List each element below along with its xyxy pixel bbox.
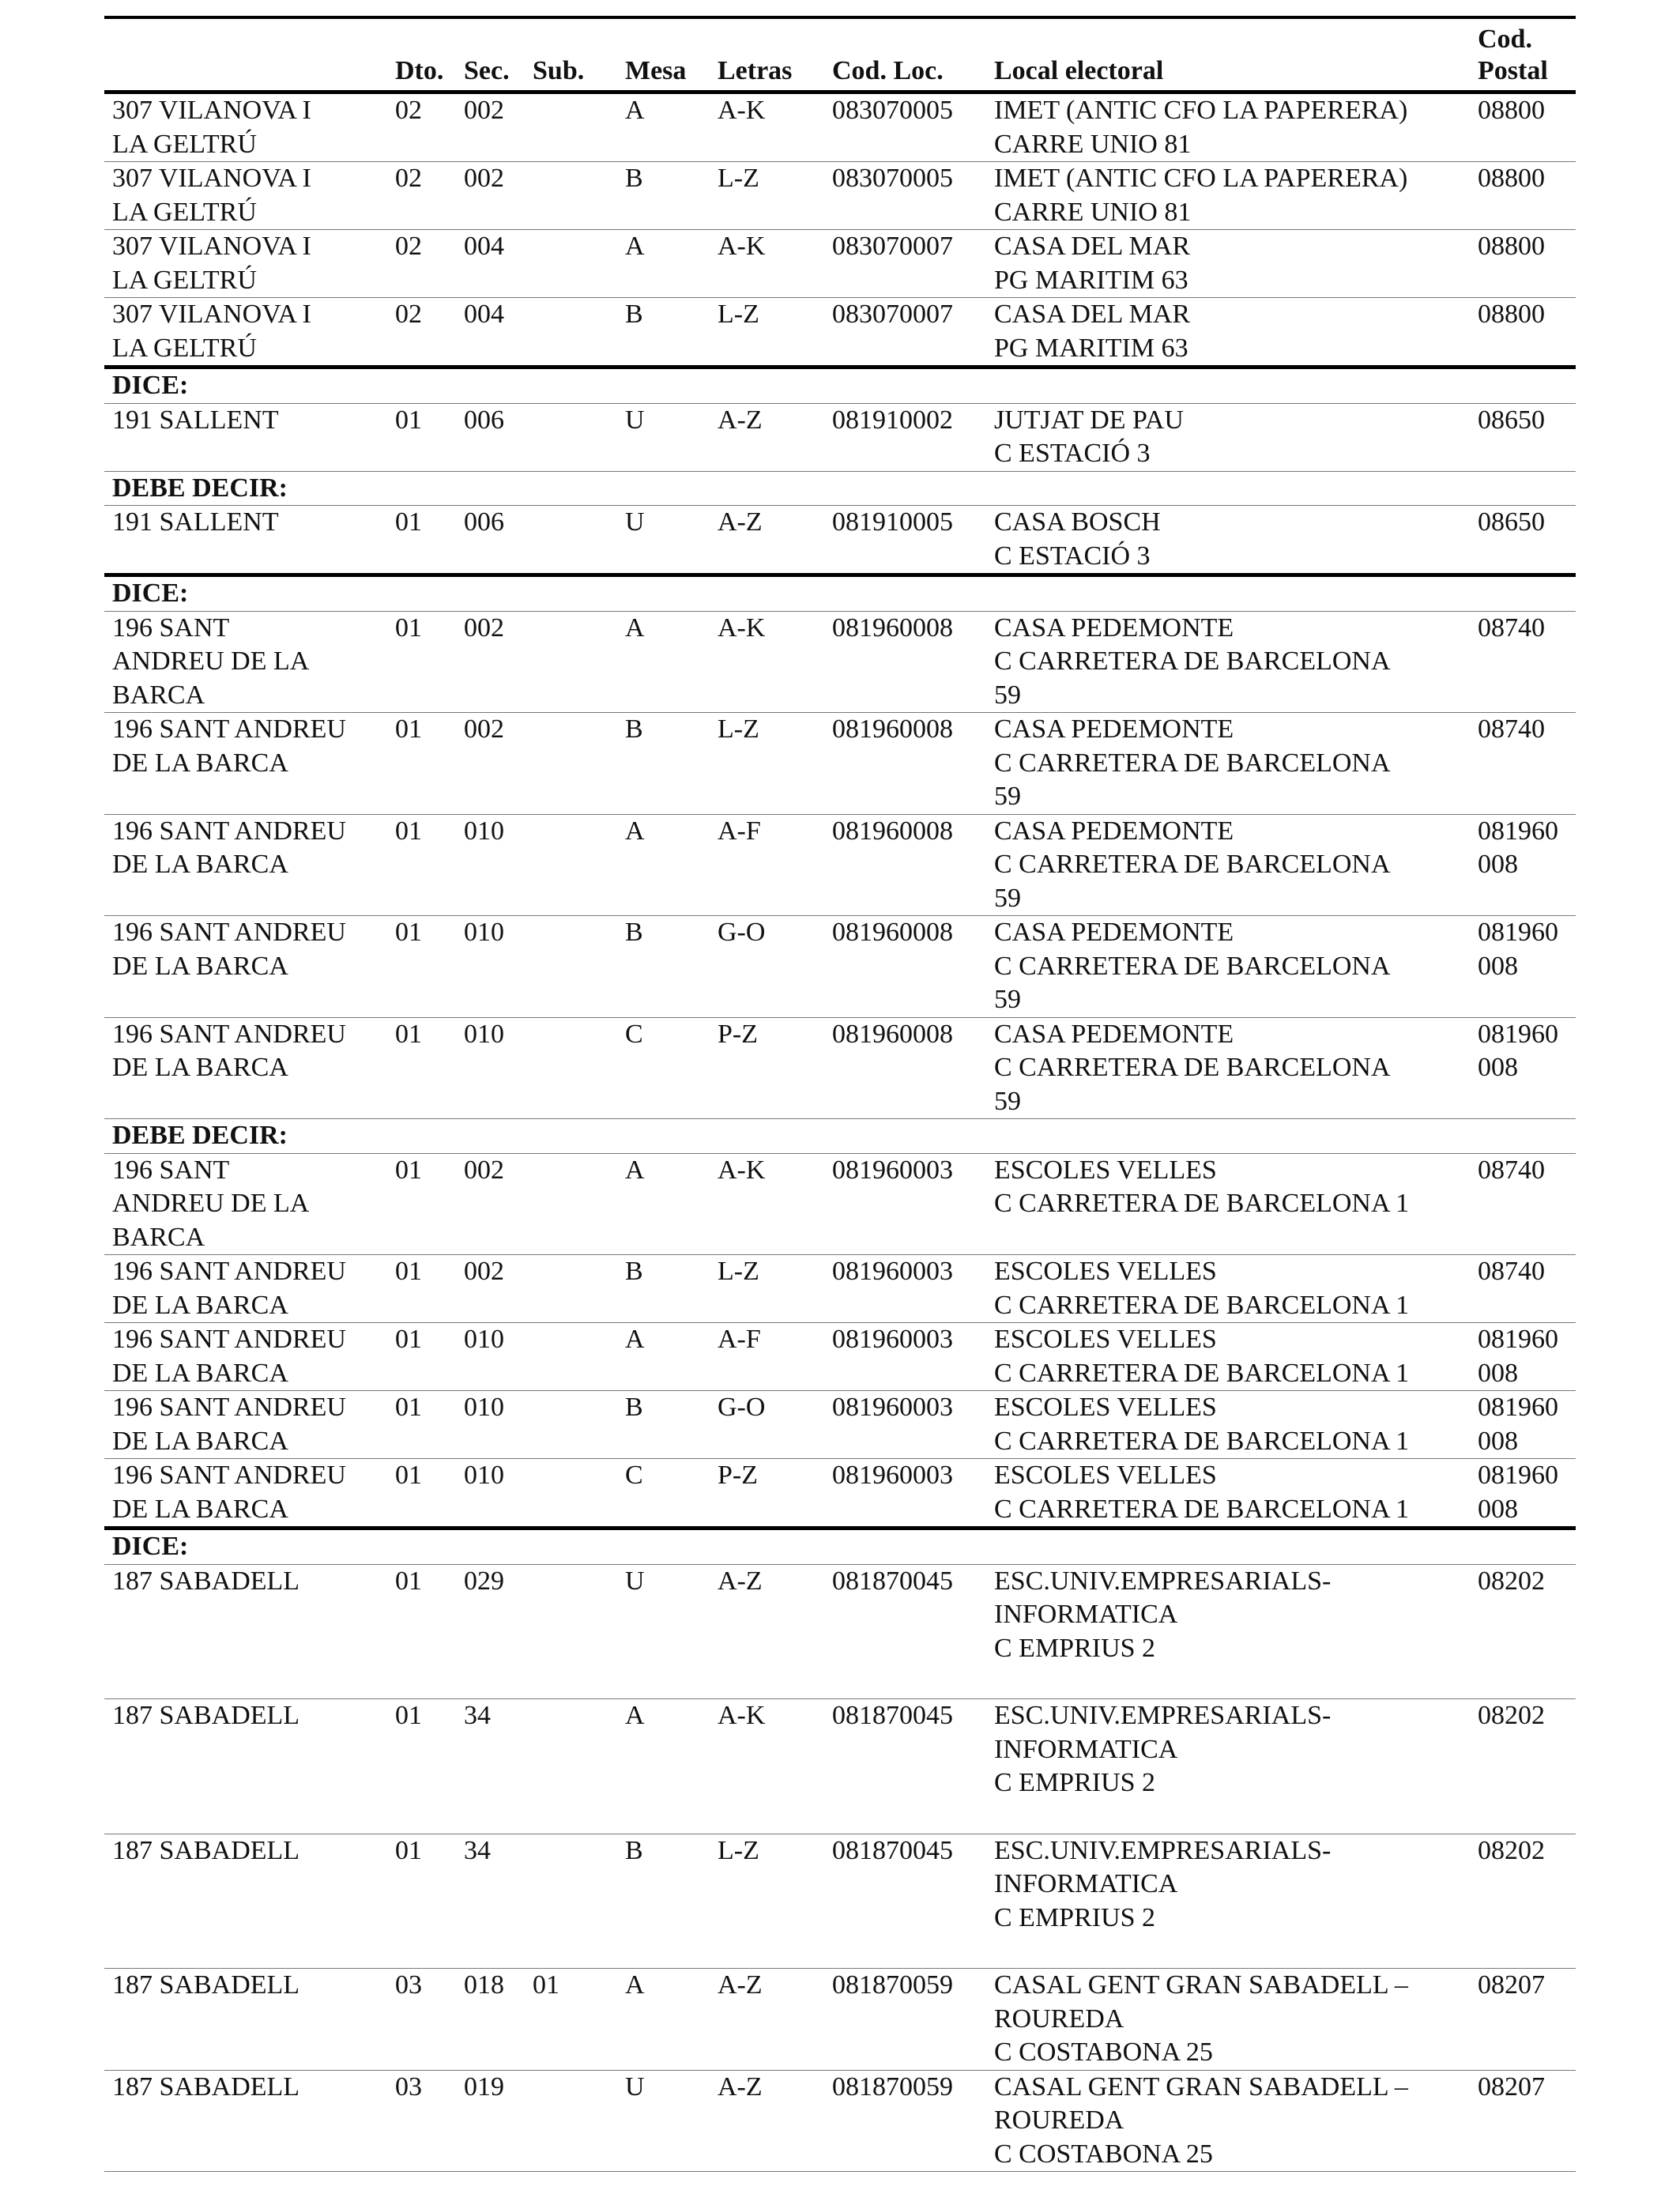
cell-sub: [525, 230, 617, 298]
cell-municipio: 196 SANT ANDREU DE LA BARCA: [112, 918, 346, 981]
cell-cod-postal: 08740: [1478, 714, 1545, 744]
cell-sub: [525, 92, 617, 162]
cell-cod-postal: 081960 008: [1478, 1461, 1558, 1524]
header-municipio: [104, 17, 387, 92]
cell-cod-postal: 08800: [1478, 96, 1545, 125]
cell-mesa: B: [625, 1393, 643, 1422]
cell-sub: [525, 1459, 617, 1529]
document-page: [104, 16, 1576, 2172]
table-row: [104, 1834, 1576, 1969]
section-label-row: [104, 368, 1576, 404]
table-row: [104, 1391, 1576, 1459]
section-label: DICE:: [112, 371, 189, 400]
cell-mesa: B: [625, 714, 643, 744]
cell-dto: 01: [395, 714, 422, 744]
cell-cod-postal: 08800: [1478, 300, 1545, 329]
table-row: [104, 1459, 1576, 1529]
cell-local-electoral: CASA PEDEMONTE C CARRETERA DE BARCELONA 59: [994, 918, 1391, 1014]
cell-cod-loc: 081870059: [832, 1970, 953, 2000]
cell-cod-loc: 081960003: [832, 1325, 953, 1354]
cell-sec: 002: [464, 714, 504, 744]
cell-cod-postal: 08207: [1478, 1970, 1545, 2000]
table-body: [104, 92, 1576, 2172]
table-row: [104, 506, 1576, 575]
cell-cod-loc: 083070005: [832, 96, 953, 125]
cell-letras: A-Z: [718, 1970, 763, 2000]
cell-cod-loc: 081870059: [832, 2071, 953, 2102]
table-row: [104, 1017, 1576, 1119]
cell-cod-loc: 081910002: [832, 405, 953, 435]
cell-sub: [525, 1834, 617, 1969]
cell-dto: 02: [395, 232, 422, 261]
table-row: [104, 1323, 1576, 1391]
cell-sub: [525, 713, 617, 815]
cell-cod-loc: 081960003: [832, 1461, 953, 1490]
header-sub: Sub.: [533, 56, 585, 85]
header-dto: Dto.: [395, 56, 444, 85]
cell-sec: 010: [464, 918, 504, 947]
cell-sub: [525, 403, 617, 471]
header-row: [104, 17, 1576, 92]
cell-cod-postal: 08800: [1478, 164, 1545, 193]
cell-sec: 002: [464, 613, 504, 643]
cell-mesa: U: [625, 1566, 645, 1596]
cell-municipio: 307 VILANOVA I LA GELTRÚ: [112, 232, 311, 295]
cell-mesa: B: [625, 1835, 643, 1865]
cell-letras: A-Z: [718, 1566, 763, 1596]
cell-local-electoral: CASA PEDEMONTE C CARRETERA DE BARCELONA 59: [994, 613, 1391, 710]
cell-sec: 34: [464, 1701, 491, 1730]
table-header: [104, 17, 1576, 92]
cell-mesa: B: [625, 164, 643, 193]
cell-sub: [525, 1699, 617, 1834]
cell-letras: L-Z: [718, 1835, 759, 1865]
section-label: DICE:: [112, 1532, 189, 1561]
cell-cod-postal: 08207: [1478, 2071, 1545, 2102]
cell-local-electoral: ESC.UNIV.EMPRESARIALS- INFORMATICA C EMPRIUS 2: [994, 1701, 1332, 1797]
table-row: [104, 92, 1576, 162]
cell-municipio: 191 SALLENT: [112, 405, 279, 435]
cell-sub: [525, 1017, 617, 1119]
cell-local-electoral: CASA PEDEMONTE C CARRETERA DE BARCELONA 59: [994, 816, 1391, 913]
table-row: [104, 1153, 1576, 1255]
cell-dto: 02: [395, 300, 422, 329]
cell-dto: 03: [395, 1970, 422, 2000]
section-label: DEBE DECIR:: [112, 473, 288, 503]
cell-sec: 006: [464, 405, 504, 435]
cell-mesa: A: [625, 232, 645, 261]
cell-local-electoral: CASAL GENT GRAN SABADELL – ROUREDA C COSTABONA 25: [994, 1970, 1408, 2067]
cell-mesa: A: [625, 1701, 645, 1730]
cell-municipio: 187 SABADELL: [112, 2071, 300, 2102]
cell-mesa: U: [625, 405, 645, 435]
cell-sec: 010: [464, 1393, 504, 1422]
cell-dto: 01: [395, 1325, 422, 1354]
cell-cod-loc: 083070007: [832, 300, 953, 329]
cell-municipio: 196 SANT ANDREU DE LA BARCA: [112, 1257, 346, 1320]
header-cod-postal: Cod. Postal: [1478, 25, 1548, 85]
table-row: [104, 162, 1576, 230]
cell-sec: 010: [464, 1325, 504, 1354]
cell-mesa: B: [625, 1257, 643, 1286]
cell-municipio: 196 SANT ANDREU DE LA BARCA: [112, 1325, 346, 1388]
table-row: [104, 814, 1576, 916]
cell-municipio: 187 SABADELL: [112, 1701, 300, 1730]
cell-sec: 010: [464, 1461, 504, 1490]
table-row: [104, 298, 1576, 368]
cell-cod-postal: 081960 008: [1478, 1019, 1558, 1082]
cell-municipio: 187 SABADELL: [112, 1970, 300, 2000]
cell-municipio: 196 SANT ANDREU DE LA BARCA: [112, 816, 346, 879]
section-label-row: [104, 1529, 1576, 1565]
cell-sub: [525, 1391, 617, 1459]
cell-letras: A-Z: [718, 405, 763, 435]
cell-local-electoral: CASA DEL MAR PG MARITIM 63: [994, 300, 1191, 363]
cell-sub: [525, 611, 617, 713]
cell-local-electoral: ESC.UNIV.EMPRESARIALS- INFORMATICA C EMPRIUS 2: [994, 1835, 1332, 1932]
cell-letras: A-Z: [718, 507, 763, 537]
cell-cod-loc: 081960008: [832, 714, 953, 744]
cell-municipio: 196 SANT ANDREU DE LA BARCA: [112, 1393, 346, 1456]
table-row: [104, 713, 1576, 815]
cell-sub: [525, 916, 617, 1018]
section-label: DICE:: [112, 579, 189, 608]
cell-municipio: 196 SANT ANDREU DE LA BARCA: [112, 1155, 310, 1252]
cell-local-electoral: CASA PEDEMONTE C CARRETERA DE BARCELONA 59: [994, 714, 1391, 811]
section-label-row: [104, 1119, 1576, 1154]
cell-dto: 01: [395, 1155, 422, 1185]
cell-dto: 01: [395, 1393, 422, 1422]
cell-mesa: B: [625, 300, 643, 329]
cell-sec: 004: [464, 232, 504, 261]
cell-mesa: C: [625, 1019, 643, 1049]
section-label-row: [104, 471, 1576, 506]
cell-mesa: U: [625, 507, 645, 537]
electoral-table: [104, 16, 1576, 2172]
cell-letras: L-Z: [718, 164, 759, 193]
table-row: [104, 1255, 1576, 1323]
cell-sec: 019: [464, 2071, 504, 2102]
cell-sub: [525, 298, 617, 368]
cell-sub: [525, 1255, 617, 1323]
cell-dto: 01: [395, 1257, 422, 1286]
cell-municipio: 307 VILANOVA I LA GELTRÚ: [112, 300, 311, 363]
header-letras: Letras: [718, 56, 793, 85]
cell-municipio: 191 SALLENT: [112, 507, 279, 537]
cell-letras: A-F: [718, 816, 761, 846]
cell-sec: 34: [464, 1835, 491, 1865]
cell-cod-postal: 081960 008: [1478, 816, 1558, 879]
table-row: [104, 1969, 1576, 2071]
cell-local-electoral: ESCOLES VELLES C CARRETERA DE BARCELONA 1: [994, 1325, 1410, 1388]
cell-sec: 002: [464, 96, 504, 125]
cell-mesa: C: [625, 1461, 643, 1490]
cell-cod-loc: 081960008: [832, 613, 953, 643]
cell-municipio: 307 VILANOVA I LA GELTRÚ: [112, 164, 311, 227]
cell-dto: 01: [395, 816, 422, 846]
table-row: [104, 916, 1576, 1018]
cell-letras: P-Z: [718, 1019, 758, 1049]
cell-mesa: A: [625, 1325, 645, 1354]
cell-letras: A-K: [718, 1155, 766, 1185]
cell-letras: A-K: [718, 96, 766, 125]
header-sec: Sec.: [464, 56, 510, 85]
cell-letras: A-K: [718, 232, 766, 261]
cell-dto: 01: [395, 613, 422, 643]
header-mesa: Mesa: [625, 56, 687, 85]
cell-dto: 01: [395, 918, 422, 947]
table-row: [104, 403, 1576, 471]
cell-letras: A-Z: [718, 2071, 763, 2102]
cell-municipio: 196 SANT ANDREU DE LA BARCA: [112, 1461, 346, 1524]
cell-letras: L-Z: [718, 300, 759, 329]
cell-cod-postal: 08202: [1478, 1701, 1545, 1730]
table-row: [104, 611, 1576, 713]
cell-sec: 010: [464, 816, 504, 846]
table-row: [104, 2070, 1576, 2172]
cell-sec: 006: [464, 507, 504, 537]
cell-mesa: A: [625, 1155, 645, 1185]
cell-local-electoral: ESCOLES VELLES C CARRETERA DE BARCELONA 1: [994, 1155, 1410, 1218]
cell-sec: 002: [464, 164, 504, 193]
cell-sub: [525, 1564, 617, 1699]
cell-sub: 01: [533, 1970, 559, 2000]
cell-sub: [525, 506, 617, 575]
header-cod-loc: Cod. Loc.: [832, 56, 944, 85]
section-label: DEBE DECIR:: [112, 1121, 288, 1150]
cell-sub: [525, 1153, 617, 1255]
cell-local-electoral: IMET (ANTIC CFO LA PAPERERA) CARRE UNIO 81: [994, 96, 1408, 159]
cell-municipio: 196 SANT ANDREU DE LA BARCA: [112, 613, 310, 710]
cell-local-electoral: CASA BOSCH C ESTACIÓ 3: [994, 507, 1161, 571]
cell-local-electoral: JUTJAT DE PAU C ESTACIÓ 3: [994, 405, 1184, 468]
cell-municipio: 187 SABADELL: [112, 1566, 300, 1596]
cell-municipio: 187 SABADELL: [112, 1835, 300, 1865]
cell-cod-loc: 081910005: [832, 507, 953, 537]
cell-cod-loc: 081870045: [832, 1835, 953, 1865]
cell-cod-postal: 08740: [1478, 1155, 1545, 1185]
cell-dto: 01: [395, 405, 422, 435]
cell-sec: 018: [464, 1970, 504, 2000]
cell-local-electoral: CASA PEDEMONTE C CARRETERA DE BARCELONA 59: [994, 1019, 1391, 1116]
cell-cod-postal: 08202: [1478, 1835, 1545, 1865]
table-row: [104, 1564, 1576, 1699]
cell-mesa: B: [625, 918, 643, 947]
cell-dto: 01: [395, 1019, 422, 1049]
cell-cod-loc: 081960003: [832, 1155, 953, 1185]
cell-cod-loc: 081870045: [832, 1566, 953, 1596]
cell-letras: L-Z: [718, 714, 759, 744]
cell-letras: G-O: [718, 1393, 766, 1422]
cell-cod-postal: 08650: [1478, 507, 1545, 537]
cell-sub: [525, 2070, 617, 2172]
cell-dto: 01: [395, 1461, 422, 1490]
cell-sec: 002: [464, 1257, 504, 1286]
cell-cod-postal: 081960 008: [1478, 1393, 1558, 1456]
cell-sec: 010: [464, 1019, 504, 1049]
cell-municipio: 196 SANT ANDREU DE LA BARCA: [112, 1019, 346, 1082]
cell-local-electoral: ESCOLES VELLES C CARRETERA DE BARCELONA 1: [994, 1461, 1410, 1524]
cell-cod-postal: 081960 008: [1478, 1325, 1558, 1388]
cell-cod-loc: 081960008: [832, 1019, 953, 1049]
table-row: [104, 1699, 1576, 1834]
cell-letras: G-O: [718, 918, 766, 947]
cell-local-electoral: ESCOLES VELLES C CARRETERA DE BARCELONA 1: [994, 1393, 1410, 1456]
cell-mesa: A: [625, 96, 645, 125]
cell-cod-loc: 081960003: [832, 1393, 953, 1422]
cell-dto: 02: [395, 164, 422, 193]
cell-cod-loc: 081960008: [832, 918, 953, 947]
cell-sub: [525, 814, 617, 916]
cell-letras: P-Z: [718, 1461, 758, 1490]
cell-local-electoral: IMET (ANTIC CFO LA PAPERERA) CARRE UNIO 81: [994, 164, 1408, 227]
cell-cod-loc: 081960003: [832, 1257, 953, 1286]
cell-cod-loc: 083070005: [832, 164, 953, 193]
cell-cod-postal: 08800: [1478, 232, 1545, 261]
cell-letras: L-Z: [718, 1257, 759, 1286]
cell-sub: [525, 1323, 617, 1391]
cell-mesa: A: [625, 816, 645, 846]
cell-cod-postal: 08740: [1478, 1257, 1545, 1286]
cell-dto: 01: [395, 1701, 422, 1730]
cell-dto: 02: [395, 96, 422, 125]
table-row: [104, 230, 1576, 298]
cell-cod-postal: 081960 008: [1478, 918, 1558, 981]
cell-local-electoral: CASAL GENT GRAN SABADELL – ROUREDA C COSTABONA 25: [994, 2071, 1408, 2169]
header-local-electoral: Local electoral: [994, 56, 1164, 85]
cell-local-electoral: ESC.UNIV.EMPRESARIALS- INFORMATICA C EMPRIUS 2: [994, 1566, 1332, 1663]
cell-local-electoral: CASA DEL MAR PG MARITIM 63: [994, 232, 1191, 295]
cell-dto: 01: [395, 1566, 422, 1596]
cell-mesa: U: [625, 2071, 645, 2102]
cell-cod-postal: 08650: [1478, 405, 1545, 435]
cell-sec: 029: [464, 1566, 504, 1596]
cell-dto: 01: [395, 1835, 422, 1865]
cell-mesa: A: [625, 1970, 645, 2000]
cell-sec: 004: [464, 300, 504, 329]
cell-cod-postal: 08202: [1478, 1566, 1545, 1596]
cell-municipio: 196 SANT ANDREU DE LA BARCA: [112, 714, 346, 778]
cell-cod-loc: 081960008: [832, 816, 953, 846]
cell-dto: 03: [395, 2071, 422, 2102]
cell-cod-postal: 08740: [1478, 613, 1545, 643]
cell-mesa: A: [625, 613, 645, 643]
cell-sub: [525, 162, 617, 230]
cell-local-electoral: ESCOLES VELLES C CARRETERA DE BARCELONA 1: [994, 1257, 1410, 1320]
cell-sec: 002: [464, 1155, 504, 1185]
section-label-row: [104, 575, 1576, 612]
cell-letras: A-K: [718, 613, 766, 643]
cell-cod-loc: 083070007: [832, 232, 953, 261]
cell-municipio: 307 VILANOVA I LA GELTRÚ: [112, 96, 311, 159]
cell-dto: 01: [395, 507, 422, 537]
cell-letras: A-F: [718, 1325, 761, 1354]
cell-cod-loc: 081870045: [832, 1701, 953, 1730]
cell-letras: A-K: [718, 1701, 766, 1730]
